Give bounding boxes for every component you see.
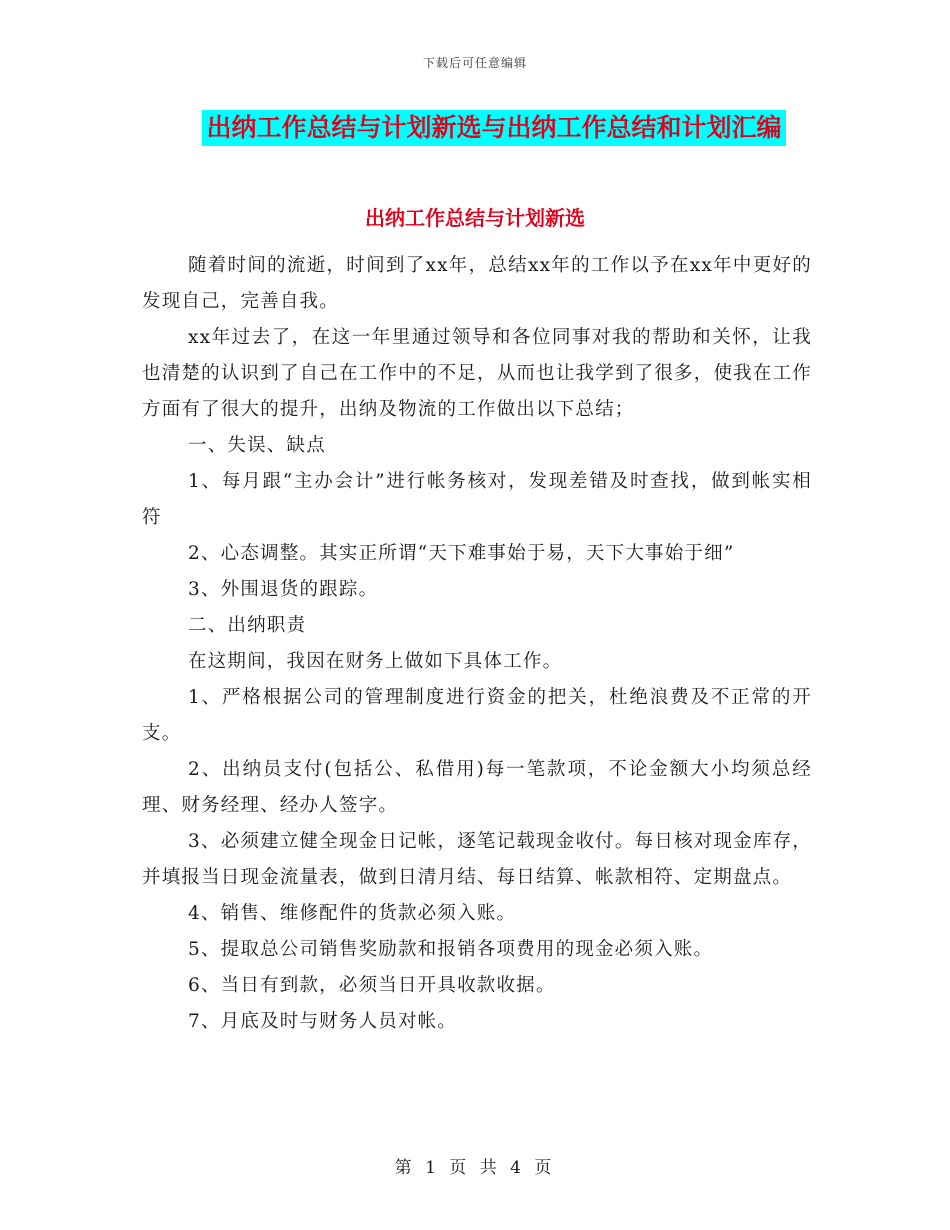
paragraph: 二、出纳职责: [188, 615, 307, 636]
page-number: 第 1 页 共 4 页: [394, 1158, 556, 1178]
paragraph: 1、每月跟“主办会计”进行帐务核对，发现差错及时查找，做到帐实相符: [142, 471, 812, 528]
paragraph: 3、外围退货的跟踪。: [188, 579, 379, 600]
paragraph: 2、心态调整。其实正所谓“天下难事始于易，天下大事始于细”: [188, 543, 735, 564]
paragraph: 1、严格根据公司的管理制度进行资金的把关，杜绝浪费及不正常的开支。: [142, 687, 812, 744]
paragraph: 7、月底及时与财务人员对帐。: [188, 1011, 458, 1032]
document-body: [142, 248, 812, 1040]
paragraph: 5、提取总公司销售奖励款和报销各项费用的现金必须入账。: [188, 939, 714, 960]
paragraph: 在这期间，我因在财务上做如下具体工作。: [188, 651, 563, 672]
section-title: 出纳工作总结与计划新选: [365, 206, 585, 230]
paragraph: xx年过去了，在这一年里通过领导和各位同事对我的帮助和关怀，让我也清楚的认识到了自己在工作中的不足，从而也让我学到了很多，使我在工作方面有了很大的提升，出纳及物流的工作做出以下总结；: [142, 327, 812, 420]
header-note: 下载后可任意编辑: [422, 56, 527, 70]
main-title: 出纳工作总结与计划新选与出纳工作总结和计划汇编: [202, 110, 785, 146]
paragraph: 随着时间的流逝，时间到了xx年，总结xx年的工作以予在xx年中更好的发现自己，完善自我。: [142, 255, 812, 312]
main-title-container: [0, 110, 950, 146]
paragraph: 一、失误、缺点: [188, 435, 326, 456]
paragraph: 2、出纳员支付(包括公、私借用)每一笔款项，不论金额大小均须总经理、财务经理、经办人签字。: [142, 759, 812, 816]
paragraph: 3、必须建立健全现金日记帐，逐笔记载现金收付。每日核对现金库存，并填报当日现金流量表，做到日清月结、每日结算、帐款相符、定期盘点。: [142, 831, 812, 888]
paragraph: 6、当日有到款，必须当日开具收款收据。: [188, 975, 556, 996]
paragraph: 4、销售、维修配件的货款必须入账。: [188, 903, 517, 924]
